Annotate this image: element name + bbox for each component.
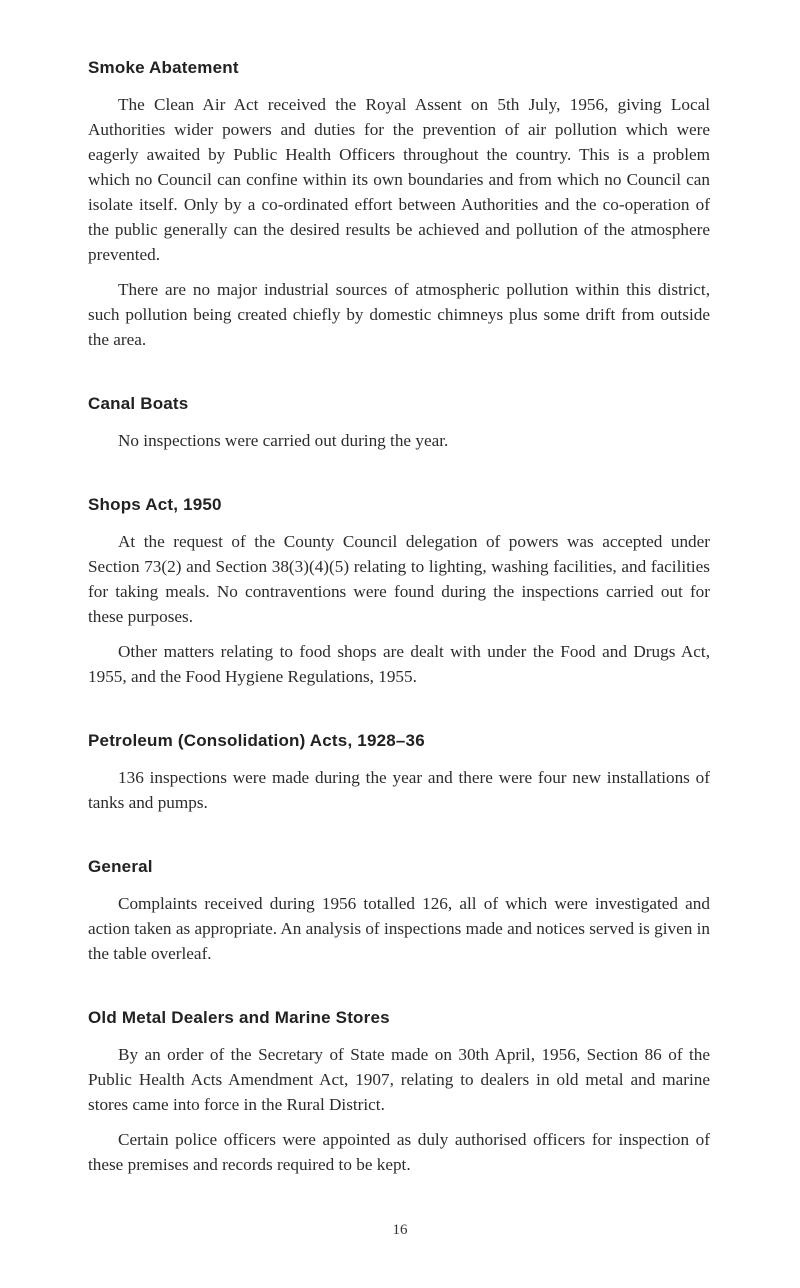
section-canal-boats (88, 394, 710, 453)
paragraph: Other matters relating to food shops are dealt with under the Food and Drugs Act, 1955, and the Food Hygiene Regulations, 1955. (88, 642, 710, 686)
page-number: 16 (392, 1222, 408, 1238)
document-page (88, 58, 710, 1187)
section-petroleum-acts (88, 731, 710, 815)
paragraph: 136 inspections were made during the year and there were four new installations of tanks and pumps. (88, 768, 710, 812)
paragraph: There are no major industrial sources of atmospheric pollution within this district, such pollution being created chiefly by domestic chimneys plus some drift from outside the area. (88, 280, 710, 349)
section-smoke-abatement (88, 58, 710, 352)
paragraph: At the request of the County Council delegation of powers was accepted under Section 73(2) and Section 38(3)(4)(5) relating to lighting, washing facilities, and facilities for taking meals. No contraventions were found during the inspections carried out for these purposes. (88, 532, 710, 626)
section-heading: Old Metal Dealers and Marine Stores (88, 1008, 390, 1027)
section-shops-act (88, 495, 710, 689)
section-heading: Smoke Abatement (88, 58, 239, 77)
section-heading: Shops Act, 1950 (88, 495, 222, 514)
section-old-metal-dealers (88, 1008, 710, 1177)
section-heading: Canal Boats (88, 394, 189, 413)
paragraph: No inspections were carried out during the year. (118, 431, 449, 450)
section-heading: General (88, 857, 153, 876)
paragraph: The Clean Air Act received the Royal Assent on 5th July, 1956, giving Local Authorities wider powers and duties for the prevention of air pollution which were eagerly awaited by Public Health Officers throughout the country. This is a problem which no Council can confine within its own boundaries and from which no Council can isolate itself. Only by a co-ordinated effort between Authorities and the co-operation of the public generally can the desired results be achieved and pollution of the atmosphere prevented. (88, 95, 710, 264)
paragraph: Certain police officers were appointed as duly authorised officers for inspection of these premises and records required to be kept. (88, 1130, 710, 1174)
paragraph: Complaints received during 1956 totalled 126, all of which were investigated and action taken as appropriate. An analysis of inspections made and notices served is given in the table overleaf. (88, 894, 710, 963)
paragraph: By an order of the Secretary of State made on 30th April, 1956, Section 86 of the Public Health Acts Amendment Act, 1907, relating to dealers in old metal and marine stores came into force in the Rural District. (88, 1045, 710, 1114)
section-heading: Petroleum (Consolidation) Acts, 1928–36 (88, 731, 425, 750)
section-general (88, 857, 710, 966)
